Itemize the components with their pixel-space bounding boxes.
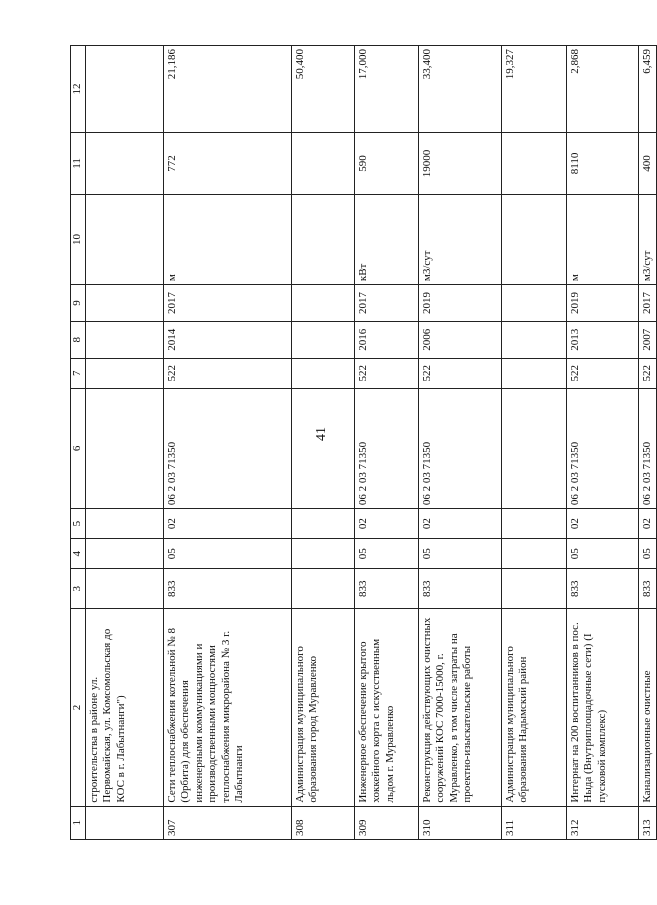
table-cell-c12: 50,400 bbox=[292, 46, 355, 133]
table-cell-c7: 522 bbox=[164, 358, 292, 388]
column-header: 11 bbox=[71, 133, 86, 195]
table-cell-c8 bbox=[502, 321, 567, 358]
table-cell-no: 309 bbox=[355, 806, 419, 839]
table-cell-no bbox=[86, 806, 164, 839]
column-header: 3 bbox=[71, 569, 86, 609]
table-body bbox=[71, 46, 657, 840]
column-header: 7 bbox=[71, 358, 86, 388]
table-cell-c9: 2017 bbox=[355, 285, 419, 322]
table-cell-c10 bbox=[502, 194, 567, 284]
table-cell-c9 bbox=[86, 285, 164, 322]
table-cell-c7 bbox=[502, 358, 567, 388]
table-cell-c6: 06 2 03 71350 bbox=[639, 388, 657, 508]
table-cell-c6: 06 2 03 71350 bbox=[419, 388, 502, 508]
table-row bbox=[355, 46, 419, 840]
table-row bbox=[639, 46, 657, 840]
column-header: 1 bbox=[71, 806, 86, 839]
table-cell-c10: м bbox=[164, 194, 292, 284]
table-cell-c9 bbox=[292, 285, 355, 322]
column-header: 4 bbox=[71, 539, 86, 569]
table-cell-c8: 2013 bbox=[567, 321, 639, 358]
table-row bbox=[86, 46, 164, 840]
table-cell-c5 bbox=[86, 509, 164, 539]
table-cell-no: 308 bbox=[292, 806, 355, 839]
table-cell-c10: кВт bbox=[355, 194, 419, 284]
table-cell-c7: 522 bbox=[419, 358, 502, 388]
table-cell-c8: 2014 bbox=[164, 321, 292, 358]
table-cell-c12: 6,459 bbox=[639, 46, 657, 133]
column-header: 6 bbox=[71, 388, 86, 508]
table-cell-c5: 02 bbox=[164, 509, 292, 539]
header-row bbox=[71, 46, 86, 840]
table-cell-c4: 05 bbox=[567, 539, 639, 569]
table-cell-c11: 772 bbox=[164, 133, 292, 195]
table-cell-name: Сети теплоснабжения котельной № 8 (Орбита) для обеспечения инженерными коммуникациями и производственными мощностями теплоснабжения микрорайона № 3 г. Лабытнанги bbox=[164, 609, 292, 806]
table-cell-c11 bbox=[292, 133, 355, 195]
column-header: 2 bbox=[71, 609, 86, 806]
table-cell-c8 bbox=[86, 321, 164, 358]
table-cell-name: строительства в районе ул. Первомайская, ул. Комсомольская до КОС в г. Лабытнанги") bbox=[86, 609, 164, 806]
table-cell-c11: 400 bbox=[639, 133, 657, 195]
table-cell-c12: 2,868 bbox=[567, 46, 639, 133]
table-cell-name: Администрация муниципального образования Надымский район bbox=[502, 609, 567, 806]
table-cell-c5: 02 bbox=[639, 509, 657, 539]
table-row bbox=[164, 46, 292, 840]
table-cell-c6 bbox=[502, 388, 567, 508]
page-number: 41 bbox=[314, 427, 329, 441]
table-cell-c11: 590 bbox=[355, 133, 419, 195]
table-cell-c5 bbox=[292, 509, 355, 539]
table-row bbox=[292, 46, 355, 840]
table-cell-c7 bbox=[86, 358, 164, 388]
table-cell-c4: 05 bbox=[419, 539, 502, 569]
table-cell-c11: 8110 bbox=[567, 133, 639, 195]
table-cell-c5: 02 bbox=[355, 509, 419, 539]
table-cell-c8: 2007 bbox=[639, 321, 657, 358]
table-cell-c9: 2017 bbox=[164, 285, 292, 322]
table-cell-c10: м3/сут bbox=[639, 194, 657, 284]
table-cell-no: 311 bbox=[502, 806, 567, 839]
table-cell-name: Канализационные очистные bbox=[639, 609, 657, 806]
table-cell-c7: 522 bbox=[639, 358, 657, 388]
table-cell-c8 bbox=[292, 321, 355, 358]
table-cell-c12: 21,186 bbox=[164, 46, 292, 133]
table-cell-c4: 05 bbox=[164, 539, 292, 569]
table-cell-c8: 2006 bbox=[419, 321, 502, 358]
table-cell-c3: 833 bbox=[639, 569, 657, 609]
table-row bbox=[567, 46, 639, 840]
table-cell-name: Инженерное обеспечение крытого хоккейного корта с искусственным льдом г. Муравленко bbox=[355, 609, 419, 806]
table-cell-c6: 06 2 03 71350 bbox=[164, 388, 292, 508]
table-cell-c9 bbox=[502, 285, 567, 322]
table-cell-c7 bbox=[292, 358, 355, 388]
table-cell-c3: 833 bbox=[355, 569, 419, 609]
table-cell-c3: 833 bbox=[419, 569, 502, 609]
column-header: 10 bbox=[71, 194, 86, 284]
rotated-table-container bbox=[70, 45, 653, 840]
table-cell-c12: 17,000 bbox=[355, 46, 419, 133]
table-cell-c3: 833 bbox=[164, 569, 292, 609]
column-header: 5 bbox=[71, 509, 86, 539]
table-cell-c10 bbox=[86, 194, 164, 284]
table-cell-c9: 2019 bbox=[567, 285, 639, 322]
table-cell-c7: 522 bbox=[567, 358, 639, 388]
table-cell-c4: 05 bbox=[639, 539, 657, 569]
table-cell-c5: 02 bbox=[567, 509, 639, 539]
table-cell-no: 313 bbox=[639, 806, 657, 839]
table-cell-c11 bbox=[86, 133, 164, 195]
table-cell-name: Реконструкция действующих очистных сооружений КОС 7000-15000, г. Муравленко, в том числе затраты на проектно-изыскательские работы bbox=[419, 609, 502, 806]
table-cell-c9: 2019 bbox=[419, 285, 502, 322]
table-cell-c10: м3/сут bbox=[419, 194, 502, 284]
table-cell-no: 312 bbox=[567, 806, 639, 839]
table-cell-c5 bbox=[502, 509, 567, 539]
table-cell-c8: 2016 bbox=[355, 321, 419, 358]
table-cell-no: 307 bbox=[164, 806, 292, 839]
table-cell-no: 310 bbox=[419, 806, 502, 839]
table-row bbox=[502, 46, 567, 840]
table-cell-c10: м bbox=[567, 194, 639, 284]
table-cell-c7: 522 bbox=[355, 358, 419, 388]
table-cell-name: Интернат на 200 воспитанников в пос. Ныда (Внутриплощадочные сети) (I пусковой комплекс) bbox=[567, 609, 639, 806]
table-cell-c12 bbox=[86, 46, 164, 133]
table-cell-c3 bbox=[292, 569, 355, 609]
table-cell-c11 bbox=[502, 133, 567, 195]
table-cell-c6: 06 2 03 71350 bbox=[355, 388, 419, 508]
data-table bbox=[70, 45, 657, 840]
table-cell-c4 bbox=[86, 539, 164, 569]
table-cell-c6 bbox=[86, 388, 164, 508]
table-cell-c5: 02 bbox=[419, 509, 502, 539]
table-cell-c3 bbox=[502, 569, 567, 609]
column-header: 12 bbox=[71, 46, 86, 133]
table-cell-c3: 833 bbox=[567, 569, 639, 609]
table-cell-c10 bbox=[292, 194, 355, 284]
table-cell-c4 bbox=[502, 539, 567, 569]
table-cell-c4 bbox=[292, 539, 355, 569]
table-cell-c11: 19000 bbox=[419, 133, 502, 195]
table-cell-c12: 19,327 bbox=[502, 46, 567, 133]
table-row bbox=[419, 46, 502, 840]
table-cell-c6 bbox=[292, 388, 355, 508]
table-cell-name: Администрация муниципального образования город Муравленко bbox=[292, 609, 355, 806]
column-header: 9 bbox=[71, 285, 86, 322]
column-header: 8 bbox=[71, 321, 86, 358]
table-cell-c4: 05 bbox=[355, 539, 419, 569]
table-cell-c9: 2017 bbox=[639, 285, 657, 322]
table-cell-c3 bbox=[86, 569, 164, 609]
table-cell-c6: 06 2 03 71350 bbox=[567, 388, 639, 508]
table-cell-c12: 33,400 bbox=[419, 46, 502, 133]
